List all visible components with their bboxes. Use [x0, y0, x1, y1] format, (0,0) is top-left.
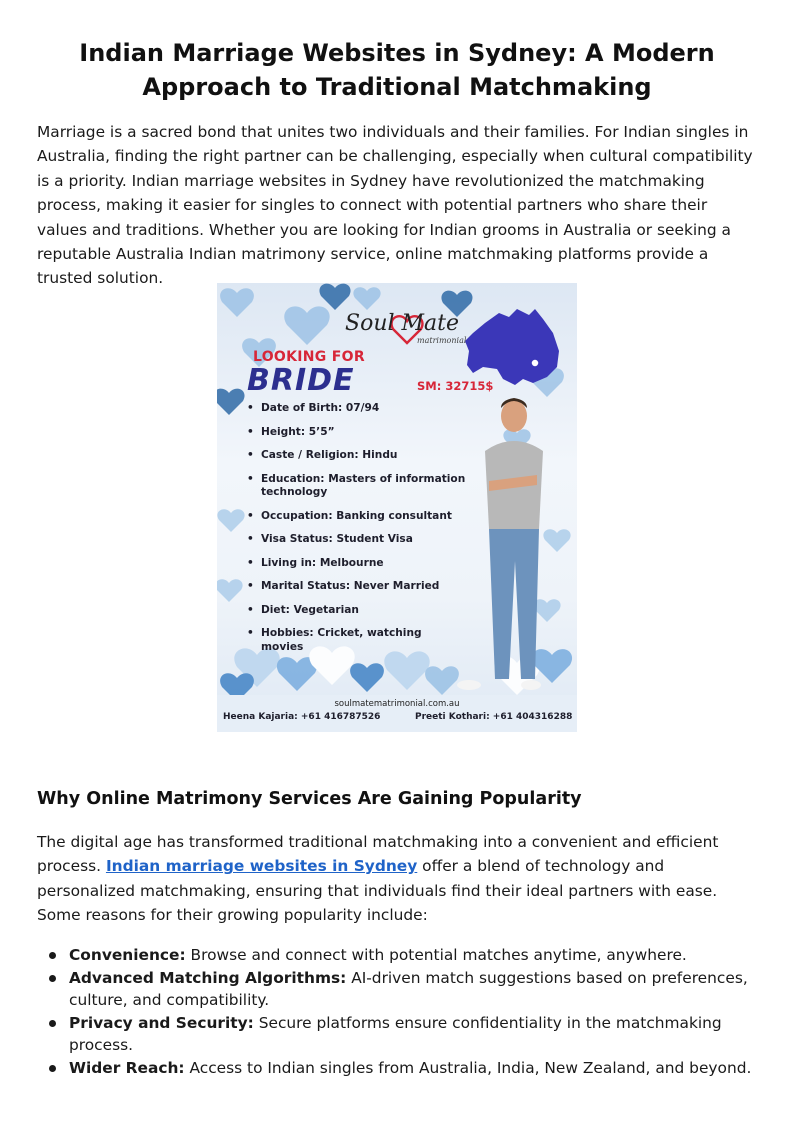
- paragraph-text-after: offer a blend of technology and personalized matchmaking, ensuring that individuals find their ideal partners with ease. Some reasons for their growing popularity include:: [37, 857, 718, 925]
- poster-detail: • Education: Masters of information technology: [247, 473, 467, 500]
- heart-icon: [533, 599, 560, 622]
- poster-detail: • Diet: Vegetarian: [247, 604, 467, 618]
- poster-details-list: [247, 402, 467, 654]
- list-item: [37, 1057, 759, 1080]
- paragraph-text-before: The digital age has transformed traditional matchmaking into a convenient and efficient process.: [37, 833, 719, 876]
- man-photo: [457, 398, 543, 690]
- reason-label: Wider Reach:: [69, 1058, 185, 1077]
- indian-marriage-websites-link[interactable]: Indian marriage websites in Sydney: [105, 857, 418, 876]
- reason-label: Convenience:: [69, 946, 186, 964]
- poster-detail: • Date of Birth: 07/94: [247, 402, 467, 416]
- poster-salary: SM: 32715$: [417, 379, 494, 393]
- reason-text: Access to Indian singles from Australia, India, New Zealand, and beyond.: [184, 1058, 752, 1077]
- reasons-list: [37, 944, 759, 1080]
- poster-detail: • Caste / Religion: Hindu: [247, 449, 467, 463]
- poster-website: soulmatematrimonial.com.au: [334, 699, 460, 709]
- poster-contact-heena: Heena Kajaria: +61 416787526: [223, 712, 381, 722]
- reason-text: Browse and connect with potential matches anytime, anywhere.: [185, 946, 687, 964]
- matrimony-poster: [217, 283, 577, 732]
- heart-icon: [543, 529, 570, 552]
- poster-detail: • Visa Status: Student Visa: [247, 533, 467, 547]
- poster-detail: • Height: 5’5”: [247, 426, 467, 440]
- poster-brand-subtitle: matrimonial: [417, 336, 467, 345]
- heart-icon: [319, 284, 350, 310]
- poster-brand-logo: Soul Mate: [345, 311, 460, 336]
- heart-icon: [217, 509, 244, 532]
- poster-heading-big: BRIDE: [247, 363, 355, 398]
- heart-icon: [220, 288, 254, 317]
- heart-icon: [217, 389, 245, 415]
- heart-icon: [350, 663, 384, 692]
- heart-icon: [284, 306, 329, 345]
- list-item: [37, 1012, 759, 1057]
- poster-detail: • Occupation: Banking consultant: [247, 510, 467, 524]
- poster-detail: • Marital Status: Never Married: [247, 580, 467, 594]
- reason-text: Secure platforms ensure confidentiality in the matchmaking process.: [69, 1013, 722, 1055]
- heart-icon: [425, 666, 459, 695]
- location-pin-icon: [531, 359, 539, 367]
- poster-detail: • Hobbies: Cricket, watching movies: [247, 627, 467, 654]
- poster-detail: • Living in: Melbourne: [247, 557, 467, 571]
- reason-label: Advanced Matching Algorithms:: [69, 968, 347, 987]
- heart-icon: [217, 579, 243, 602]
- popularity-paragraph: [37, 830, 759, 928]
- list-item: [37, 944, 759, 967]
- poster-contact-preeti: Preeti Kothari: +61 404316288: [415, 712, 573, 722]
- heart-icon: [532, 649, 572, 683]
- section-heading: Why Online Matrimony Services Are Gaining Popularity: [37, 789, 582, 809]
- intro-paragraph: Marriage is a sacred bond that unites two individuals and their families. For Indian singles in Australia, finding the right partner can be challenging, especially when cultural compatibility is a priority. Indian marriage websites in Sydney have revolutionized the matchmaking process, making it easier for singles to connect with potential partners who share their values and traditions. Whether you are looking for Indian grooms in Australia or seeking a reputable Australia Indian matrimony service, online matchmaking platforms provide a trusted solution.: [37, 123, 753, 288]
- reason-text: AI-driven match suggestions based on preferences, culture, and compatibility.: [69, 968, 748, 1010]
- australia-map-icon: [465, 309, 559, 385]
- list-item: [37, 967, 759, 1012]
- poster-heading-small: LOOKING FOR: [253, 349, 365, 365]
- reason-label: Privacy and Security:: [69, 1013, 254, 1032]
- page-title: Indian Marriage Websites in Sydney: A Modern Approach to Traditional Matchmaking: [79, 39, 715, 101]
- heart-icon: [384, 651, 429, 690]
- heart-icon: [353, 287, 380, 310]
